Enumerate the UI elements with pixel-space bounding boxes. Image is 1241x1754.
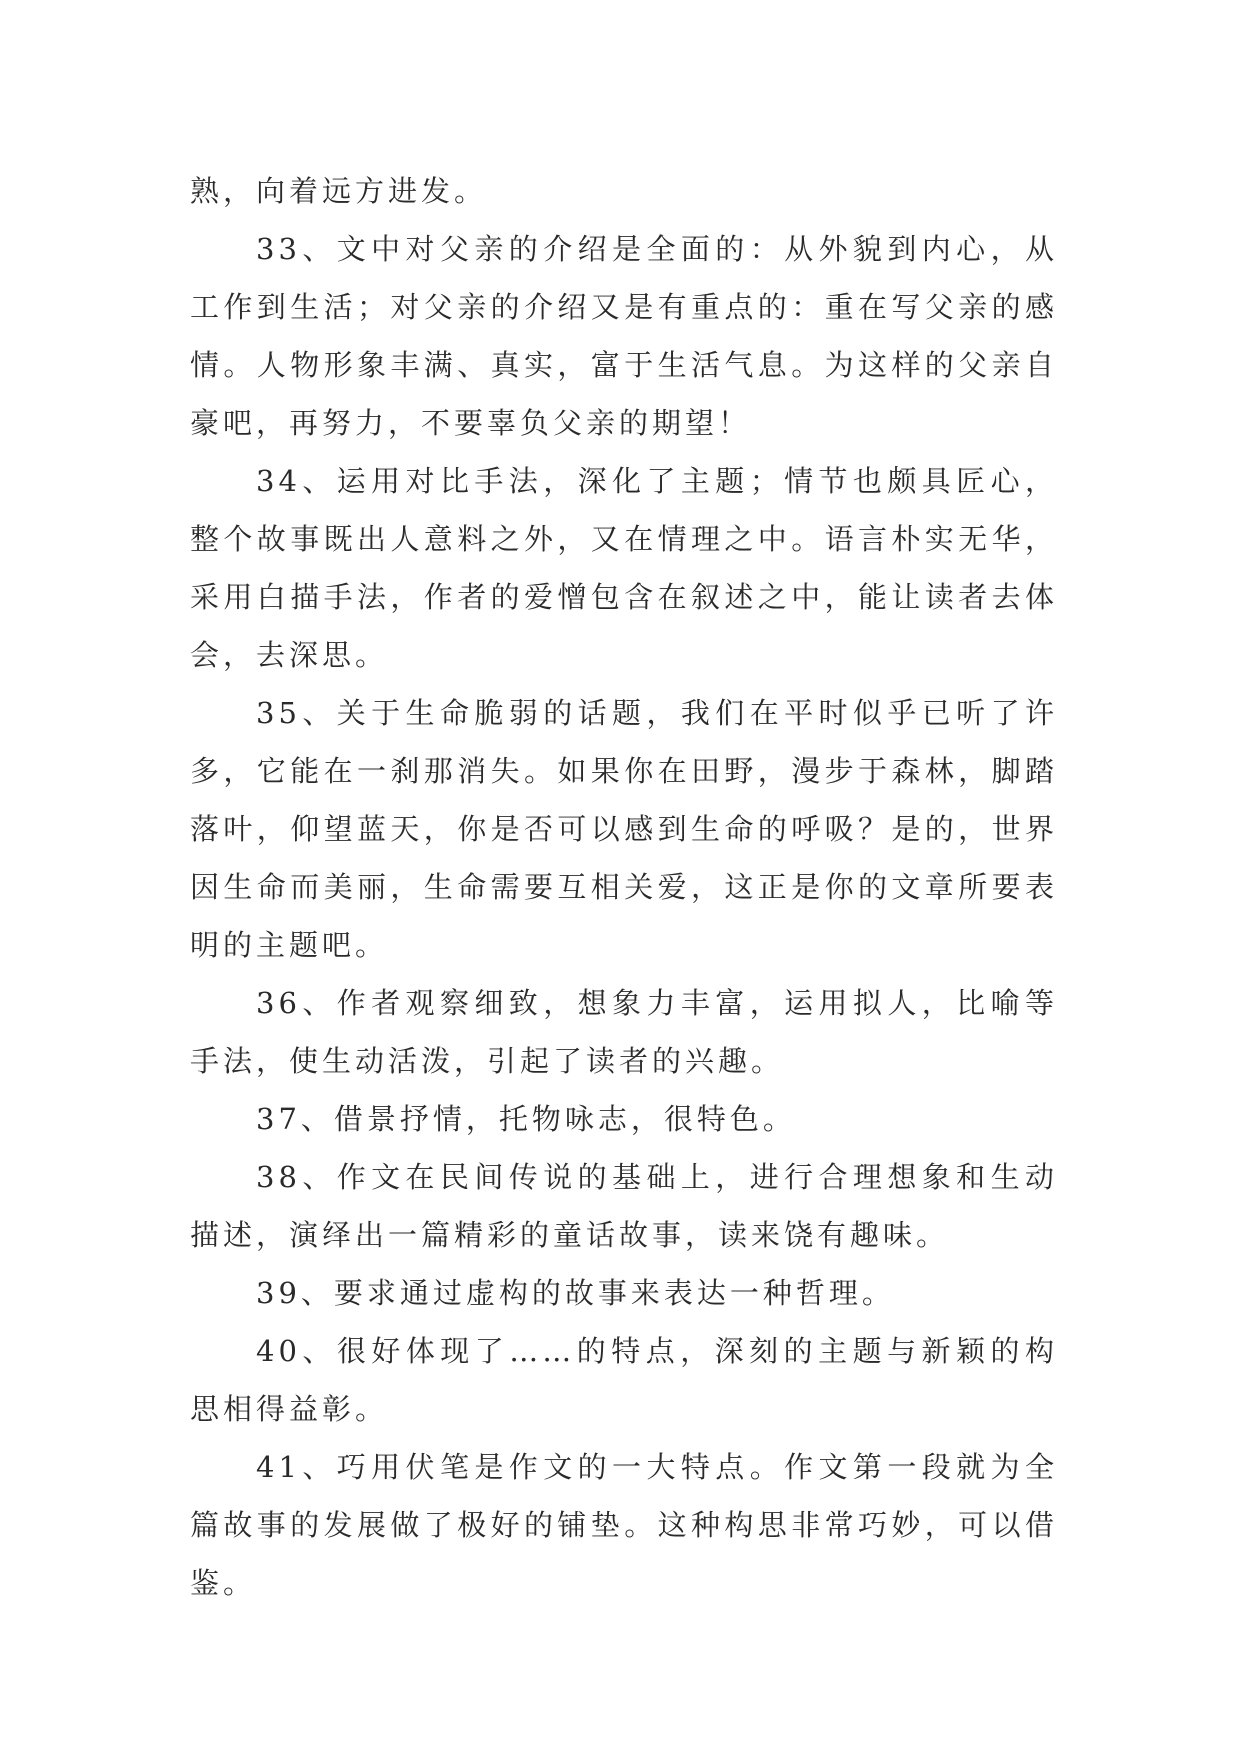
paragraph-continuation: 熟，向着远方进发。 — [190, 174, 488, 208]
paragraph-36: 36、作者观察细致，想象力丰富，运用拟人，比喻等手法，使生动活泼，引起了读者的兴趣。 — [190, 986, 1058, 1078]
document-body — [190, 162, 1058, 1612]
paragraph-41: 41、巧用伏笔是作文的一大特点。作文第一段就为全篇故事的发展做了极好的铺垫。这种构思非常巧妙，可以借鉴。 — [190, 1450, 1058, 1600]
paragraph-39: 39、要求通过虚构的故事来表达一种哲理。 — [256, 1276, 895, 1310]
paragraph-38: 38、作文在民间传说的基础上，进行合理想象和生动描述，演绎出一篇精彩的童话故事，读来饶有趣味。 — [190, 1160, 1058, 1252]
paragraph-33: 33、文中对父亲的介绍是全面的：从外貌到内心，从工作到生活；对父亲的介绍又是有重点的：重在写父亲的感情。人物形象丰满、真实，富于生活气息。为这样的父亲自豪吧，再努力，不要辜负父亲的期望！ — [190, 232, 1058, 440]
paragraph-40: 40、很好体现了……的特点，深刻的主题与新颖的构思相得益彰。 — [190, 1334, 1058, 1426]
paragraph-34: 34、运用对比手法，深化了主题；情节也颇具匠心，整个故事既出人意料之外，又在情理之中。语言朴实无华，采用白描手法，作者的爱憎包含在叙述之中，能让读者去体会，去深思。 — [190, 464, 1058, 672]
paragraph-37: 37、借景抒情，托物咏志，很特色。 — [256, 1102, 796, 1136]
paragraph-35: 35、关于生命脆弱的话题，我们在平时似乎已听了许多，它能在一刹那消失。如果你在田野，漫步于森林，脚踏落叶，仰望蓝天，你是否可以感到生命的呼吸？是的，世界因生命而美丽，生命需要互相关爱，这正是你的文章所要表明的主题吧。 — [190, 696, 1058, 962]
